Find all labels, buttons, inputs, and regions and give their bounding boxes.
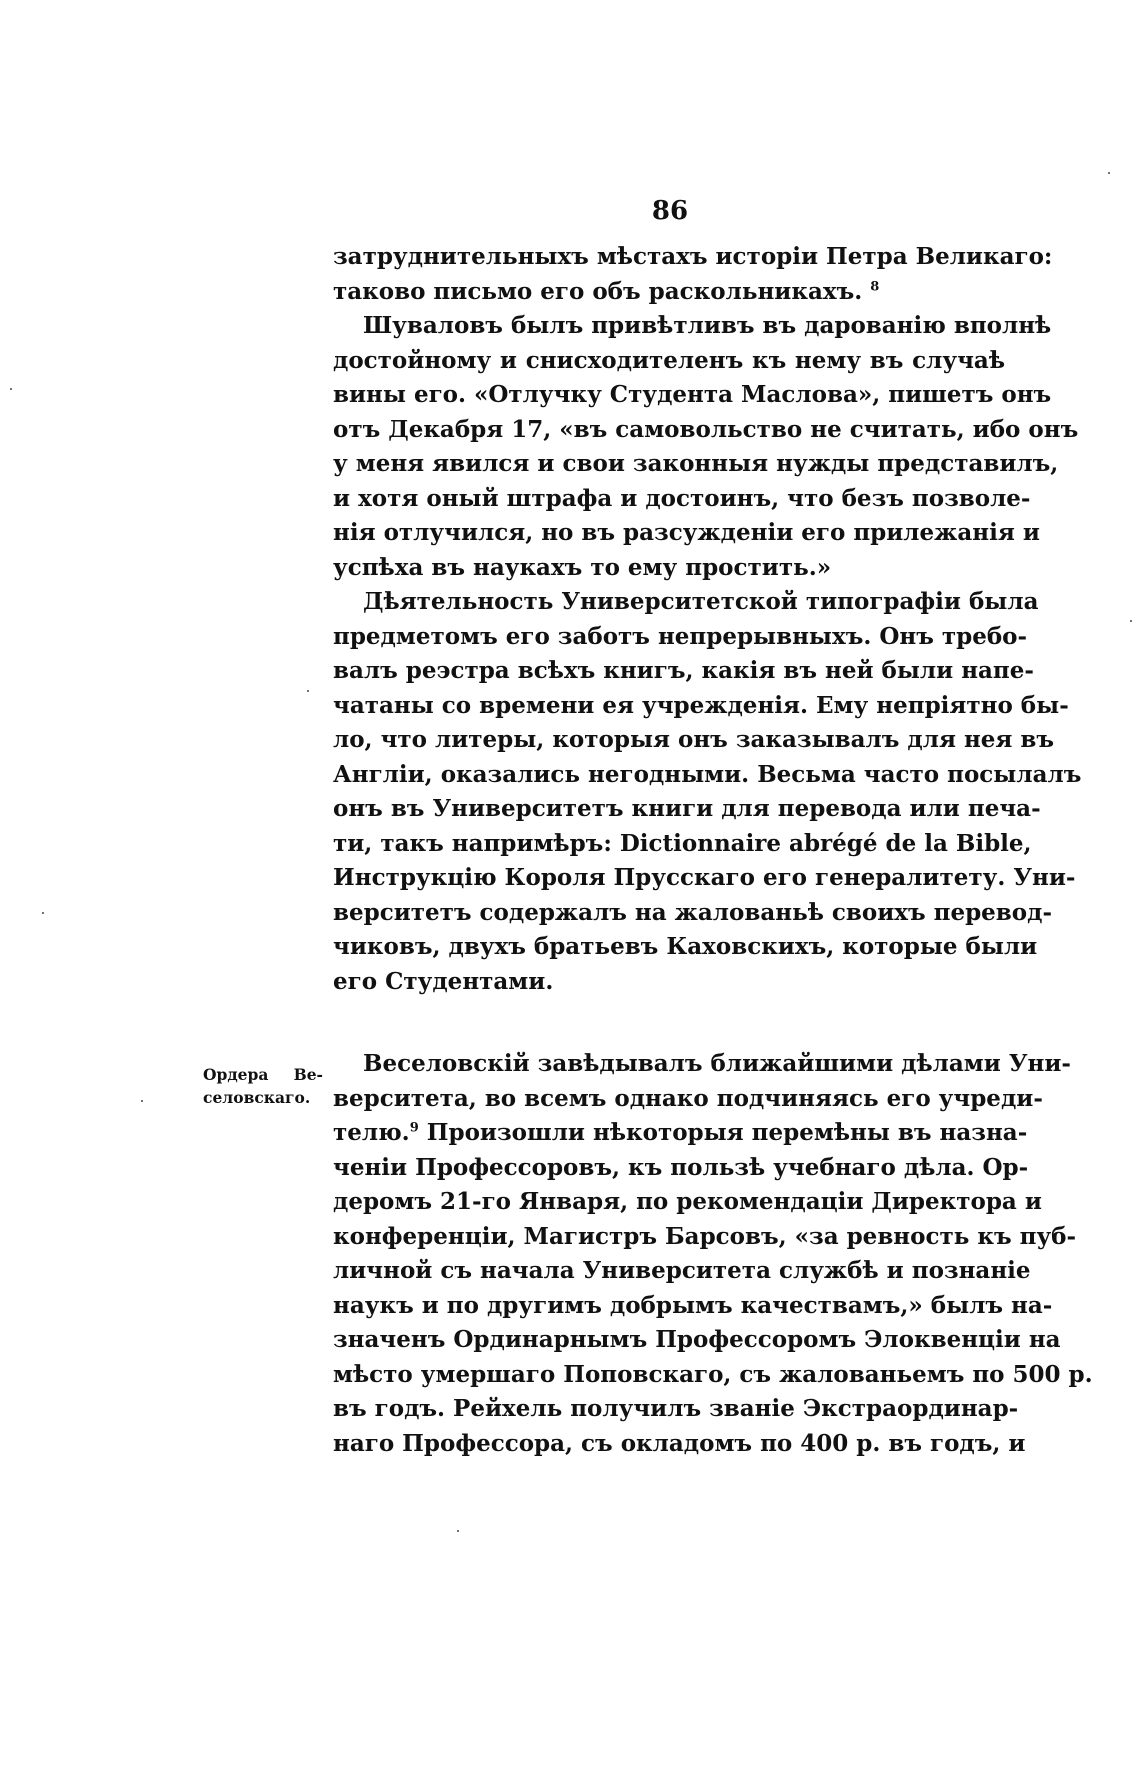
text-line: Шуваловъ былъ привѣтливъ въ дарованію вполнѣ bbox=[363, 312, 1052, 339]
paragraph-2 bbox=[333, 309, 1079, 585]
text-line: предметомъ его заботъ непрерывныхъ. Онъ требо- bbox=[333, 622, 1028, 650]
text-line: достойному и снисходителенъ къ нему въ случаѣ bbox=[333, 346, 1005, 374]
text-line: успѣха въ наукахъ то ему простить.» bbox=[333, 553, 832, 581]
main-text-top bbox=[333, 240, 1082, 999]
main-text-bottom bbox=[333, 1047, 1093, 1461]
margin-note bbox=[203, 1063, 323, 1109]
margin-note-line: Ордера Ве- bbox=[203, 1065, 323, 1084]
text-line: его Студентами. bbox=[333, 967, 554, 995]
text-line: деромъ 21-го Января, по рекомендаціи Директора и bbox=[333, 1188, 1042, 1215]
text-line: ти, такъ напримѣръ: Dictionnaire abrégé de la Bible, bbox=[333, 829, 1032, 857]
text-line: телю.$^9$ Произошли нѣкоторыя перемѣны въ назна- bbox=[333, 1119, 1028, 1146]
text-line: ло, что литеры, которыя онъ заказывалъ для нея въ bbox=[333, 726, 1055, 753]
text-line: верситета, во всемъ однако подчиняясь его учреди- bbox=[333, 1084, 1043, 1112]
text-line: мѣсто умершаго Поповскаго, съ жалованьемъ по 500 р. bbox=[333, 1360, 1093, 1388]
paragraph-4 bbox=[333, 1047, 1093, 1461]
text-line: личной съ начала Университета службѣ и познаніе bbox=[333, 1257, 1031, 1284]
text-line: чатаны со времени ея учрежденія. Ему непріятно бы- bbox=[333, 691, 1069, 719]
scan-speck bbox=[307, 690, 309, 692]
text-line: таково письмо его объ раскольникахъ. $^8$ bbox=[333, 277, 880, 305]
scan-speck bbox=[42, 912, 44, 914]
footnote-marker: 9 bbox=[409, 1120, 419, 1136]
text-line: наукъ и по другимъ добрымъ качествамъ,» былъ на- bbox=[333, 1291, 1053, 1319]
text-line: Дѣятельность Университетской типографіи была bbox=[363, 588, 1039, 615]
text-line: конференціи, Магистръ Барсовъ, «за ревность къ пуб- bbox=[333, 1222, 1077, 1250]
scan-speck bbox=[1108, 172, 1110, 174]
paragraph-1 bbox=[333, 240, 1053, 309]
scan-speck bbox=[141, 1100, 143, 1102]
text-line: и хотя оный штрафа и достоинъ, что безъ позволе- bbox=[333, 484, 1031, 512]
text-line: Инструкцію Короля Прусскаго его генералитету. Уни- bbox=[333, 864, 1076, 891]
text-line: наго Профессора, съ окладомъ по 400 р. въ годъ, и bbox=[333, 1429, 1026, 1457]
text-line: значенъ Ординарнымъ Профессоромъ Элоквенціи на bbox=[333, 1326, 1061, 1353]
text-line: чиковъ, двухъ братьевъ Каховскихъ, которые были bbox=[333, 933, 1038, 960]
margin-note-line: селовскаго. bbox=[203, 1088, 311, 1107]
paragraph-3 bbox=[333, 585, 1082, 999]
text-line: нія отлучился, но въ разсужденіи его прилежанія и bbox=[333, 519, 1040, 546]
text-line: Веселовскій завѣдывалъ ближайшими дѣлами Уни- bbox=[363, 1050, 1071, 1077]
text-line: ченіи Профессоровъ, къ пользѣ учебнаго дѣла. Ор- bbox=[333, 1153, 1029, 1181]
text-line: онъ въ Университетъ книги для перевода или печа- bbox=[333, 795, 1041, 822]
footnote-marker: 8 bbox=[870, 278, 880, 294]
text-line: Англіи, оказались негодными. Весьма часто посылалъ bbox=[333, 760, 1082, 788]
scan-speck bbox=[1130, 620, 1132, 622]
scan-speck bbox=[457, 1530, 459, 1532]
scan-speck bbox=[10, 388, 12, 390]
text-line: валъ реэстра всѣхъ книгъ, какія въ ней были напе- bbox=[333, 657, 1034, 684]
text-line: отъ Декабря 17, «въ самовольство не считать, ибо онъ bbox=[333, 415, 1079, 443]
text-line: вины его. «Отлучку Студента Маслова», пишетъ онъ bbox=[333, 381, 1052, 408]
page-number: 86 bbox=[651, 196, 689, 226]
text-line: въ годъ. Рейхель получилъ званіе Экстраординар- bbox=[333, 1395, 1019, 1422]
text-line: верситетъ содержалъ на жалованьѣ своихъ перевод- bbox=[333, 898, 1052, 926]
text-line: затруднительныхъ мѣстахъ исторіи Петра Великаго: bbox=[333, 243, 1053, 270]
text-line: у меня явился и свои законныя нужды представилъ, bbox=[333, 450, 1059, 477]
